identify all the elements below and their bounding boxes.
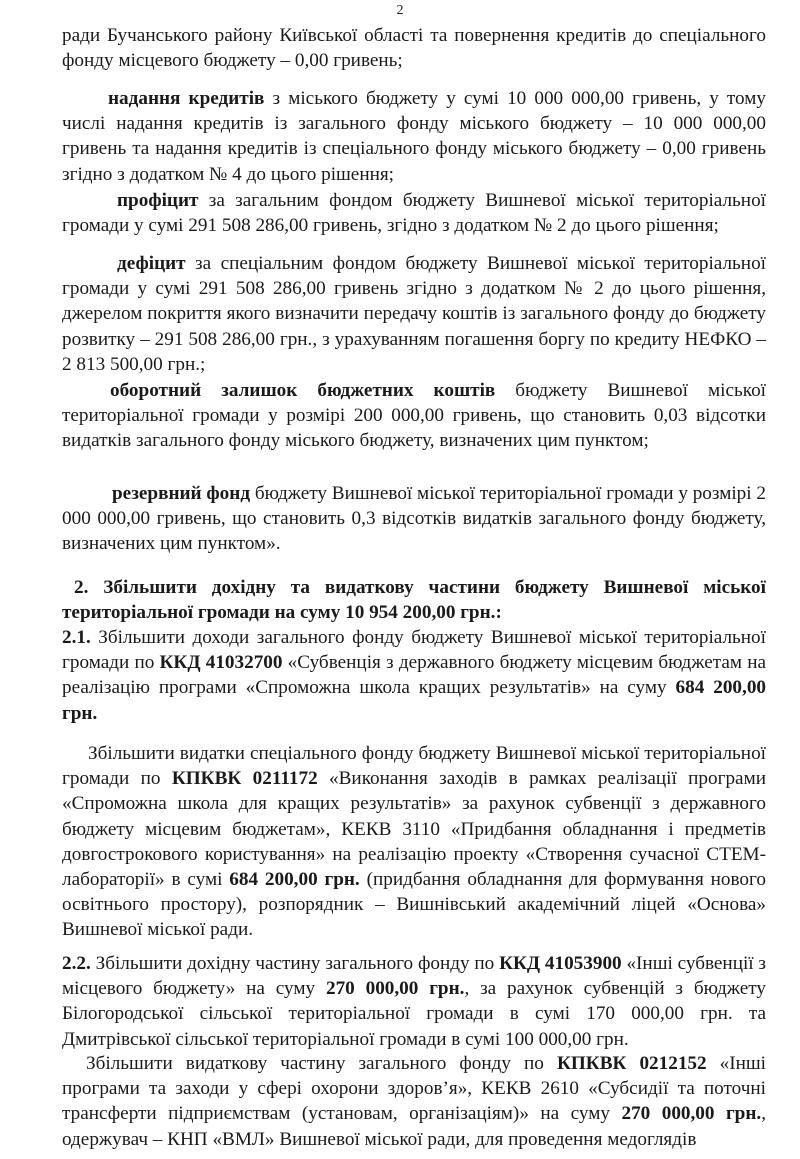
working-balance-paragraph xyxy=(62,378,766,454)
item-2-1-text-1: Збільшити доходи загального фонду бюджету Вишневої міської територіальної громади по xyxy=(62,627,766,674)
surplus-term: профіцит xyxy=(117,190,199,211)
intro-paragraph xyxy=(62,23,766,73)
item-2-1-text-2: «Субвенція з державного бюджету місцевим бюджетам на реалізацію програми «Спроможна школа кращих результатів» на суму xyxy=(62,652,766,699)
item-2-2-exp-text-2: «Інші програми та заходи у сфері охорони здоров’я», КЕКВ 2610 «Субсидії та поточні трансферти підприємствам (установам, організаціям)» на суму xyxy=(62,1053,767,1125)
item-2-2-number: 2.2. xyxy=(62,953,91,974)
item-2-1-kkd: ККД 41032700 xyxy=(159,652,283,674)
item-2-1-exp-text-3: (придбання обладнання для формування нового освітнього простору), розпорядник – Вишнівський академічний ліцей «Основа» Вишневої міської ради. xyxy=(62,869,766,941)
loans-term: надання кредитів xyxy=(108,88,265,109)
item-2-2-exp-amount: 270 000,00 грн. xyxy=(621,1103,762,1125)
item-2-2-exp-text-3: , одержувач – КНП «ВМЛ» Вишневої міської ради, для проведення медоглядів xyxy=(62,1103,766,1150)
item-2-1-expenses-paragraph xyxy=(62,741,766,943)
reserve-text: бюджету Вишневої міської територіальної громади у розмірі 2 000 000,00 гривень, що становить 0,3 відсотків видатків загального фонду бюджету, визначених цим пунктом». xyxy=(62,483,766,555)
surplus-paragraph xyxy=(62,188,766,238)
item-2-1-amount: 684 200,00 грн. xyxy=(62,677,767,724)
loans-paragraph xyxy=(62,86,766,187)
item-2-2-text-1: Збільшити дохідну частину загального фонду по xyxy=(90,953,500,974)
surplus-text: за загальним фондом бюджету Вишневої міської територіальної громади у сумі 291 508 286,00 гривень, згідно з додатком № 2 до цього рішення; xyxy=(62,190,766,237)
working-balance-text: бюджету Вишневої міської територіальної громади у розмірі 200 000,00 гривень, що становить 0,03 відсотки видатків загального фонду міського бюджету, визначених цим пунктом; xyxy=(62,380,766,452)
reserve-paragraph xyxy=(62,481,766,557)
loans-text: з міського бюджету у сумі 10 000 000,00 гривень, у тому числі надання кредитів із загального фонду міського бюджету – 10 000 000,00 гривень та надання кредитів із спеціального фонду міського бюджету – 0,00 гривень згідно з додатком № 4 до цього рішення; xyxy=(62,88,767,185)
item-2-1-exp-text-2: «Виконання заходів в рамках реалізації програми «Спроможна школа для кращих результатів» за рахунок субвенції з державного бюджету місцевим бюджетам», КЕКВ 3110 «Придбання обладнання і предметів довгострокового користування» на реалізацію проекту «Створення сучасної СТЕМ-лабораторії» в сумі xyxy=(62,768,766,891)
page-number: 2 xyxy=(396,3,404,18)
item-2-2-expenses-paragraph xyxy=(62,1051,766,1152)
deficit-paragraph xyxy=(62,251,766,377)
deficit-text: за спеціальним фондом бюджету Вишневої міської територіальної громади у сумі 291 508 286,00 гривень згідно з додатком № 2 до цього рішення, джерелом покриття якого визначити передачу коштів із загального фонду до бюджету розвитку – 291 508 286,00 грн., з урахуванням погашення боргу по кредиту НЕФКО – 2 813 500,00 грн.; xyxy=(62,253,766,375)
item-2-2-text-3: , за рахунок субвенцій з бюджету Білогородської сільської територіальної громади в сумі 170 000,00 грн. та Дмитрівської сільської територіальної громади в сумі 100 000,00 грн. xyxy=(62,978,766,1050)
intro-text: ради Бучанського району Київської області та повернення кредитів до спеціального фонду місцевого бюджету – 0,00 гривень; xyxy=(62,25,766,72)
item-2-1-number: 2.1. xyxy=(62,627,91,648)
reserve-term: резервний фонд xyxy=(112,483,251,504)
item-2-2-paragraph xyxy=(62,951,766,1052)
item-2-2-amount: 270 000,00 грн. xyxy=(325,978,465,1000)
item-2-2-text-2: «Інші субвенції з місцевого бюджету» на суму xyxy=(62,953,766,1000)
section-2-heading: 2. Збільшити дохідну та видаткову частини бюджету Вишневої міської територіальної громади на суму 10 954 200,00 грн.: xyxy=(62,577,766,624)
deficit-term: дефіцит xyxy=(117,253,186,274)
item-2-2-exp-kpkvk: КПКВК 0212152 xyxy=(556,1053,707,1074)
item-2-1-exp-amount: 684 200,00 грн. xyxy=(229,869,360,891)
working-balance-term: оборотний залишок бюджетних коштів xyxy=(110,380,496,401)
item-2-2-kkd: ККД 41053900 xyxy=(499,953,622,974)
item-2-1-exp-text-1: Збільшити видатки спеціального фонду бюджету Вишневої міської територіальної громади по xyxy=(62,743,766,790)
item-2-1-exp-kpkvk: КПКВК 0211172 xyxy=(171,768,318,790)
item-2-1-paragraph xyxy=(62,625,766,726)
item-2-2-exp-text-1: Збільшити видаткову частину загального фонду по xyxy=(86,1053,557,1074)
